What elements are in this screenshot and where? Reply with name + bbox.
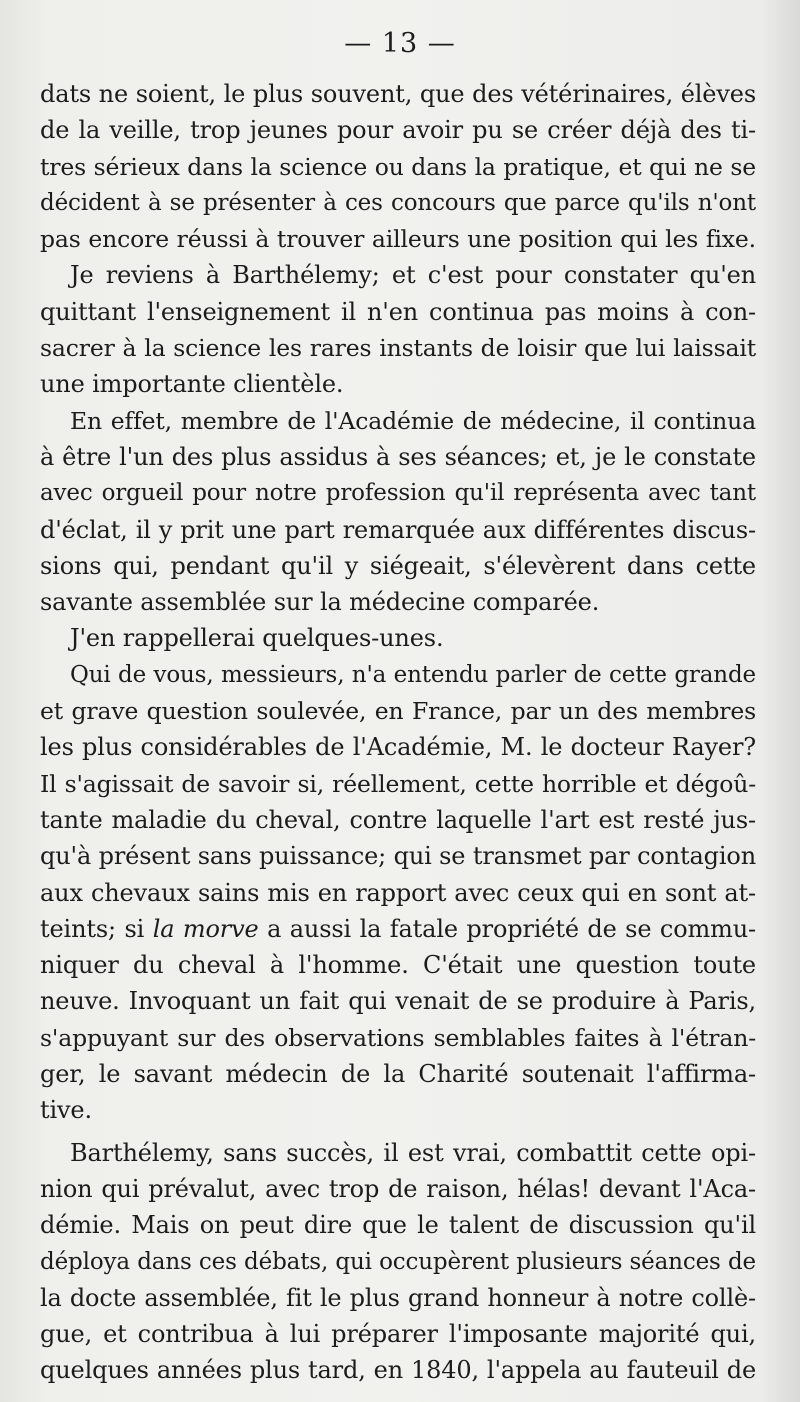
emphasized-term: la morve <box>152 914 259 943</box>
text-line: neuve. Invoquant un fait qui venait de se produire à Paris, <box>40 987 756 1016</box>
text-line: déploya dans ces débats, qui occupèrent plusieurs séances de <box>40 1248 756 1275</box>
text-line: quelques années plus tard, en 1840, l'appela au fauteuil de <box>40 1356 756 1385</box>
text-line: savante assemblée sur la médecine comparée. <box>40 588 600 617</box>
text-line: et grave question soulevée, en France, par un des membres <box>40 697 756 726</box>
text-line: Qui de vous, messieurs, n'a entendu parler de cette grande <box>70 661 756 688</box>
text-line: pas encore réussi à trouver ailleurs une position qui les fixe. <box>40 225 756 254</box>
text-line: dats ne soient, le plus souvent, que des vétérinaires, élèves <box>40 80 756 108</box>
text-line: aux chevaux sains mis en rapport avec ceux qui en sont at- <box>40 878 756 907</box>
text-line: qu'à présent sans puissance; qui se transmet par contagion <box>40 842 756 871</box>
body-text <box>40 76 756 1389</box>
text-line: En effet, membre de l'Académie de médecine, il continua <box>70 406 756 435</box>
text-line: tante maladie du cheval, contre laquelle l'art est resté jus- <box>40 805 756 834</box>
line-end: a aussi la fatale propriété de se commu- <box>258 914 756 943</box>
text-line: démie. Mais on peut dire que le talent de discussion qu'il <box>40 1211 756 1240</box>
text-line: Barthélemy, sans succès, il est vrai, combattit cette opi- <box>70 1138 756 1167</box>
text-line: ger, le savant médecin de la Charité soutenait l'affirma- <box>40 1060 756 1089</box>
text-line: à être l'un des plus assidus à ses séances; et, je le constate <box>40 442 756 471</box>
text-line: avec orgueil pour notre profession qu'il représenta avec tant <box>40 480 756 507</box>
text-line: quittant l'enseignement il n'en continua pas moins à con- <box>40 297 756 326</box>
text-line: niquer du cheval à l'homme. C'était une question toute <box>40 951 756 980</box>
text-line: Il s'agissait de savoir si, réellement, cette horrible et dégoû- <box>40 769 756 798</box>
text-line: d'éclat, il y prit une part remarquée aux différentes discus- <box>40 515 756 544</box>
text-line: la docte assemblée, fit le plus grand honneur à notre collè- <box>40 1283 756 1312</box>
text-line: de la veille, trop jeunes pour avoir pu se créer déjà des ti- <box>40 116 756 145</box>
text-line: une importante clientèle. <box>40 370 344 399</box>
text-line: les plus considérables de l'Académie, M. le docteur Rayer? <box>40 733 756 762</box>
text-line-with-emphasis <box>40 911 756 947</box>
text-line: nion qui prévalut, avec trop de raison, hélas! devant l'Aca- <box>40 1174 756 1203</box>
text-line: sions qui, pendant qu'il y siégeait, s'élevèrent dans cette <box>40 551 756 580</box>
text-line: tive. <box>40 1096 92 1125</box>
text-line: gue, et contribua à lui préparer l'imposante majorité qui, <box>40 1320 756 1349</box>
text-line: décident à se présenter à ces concours que parce qu'ils n'ont <box>40 189 756 216</box>
page-number: — 13 — <box>344 28 456 59</box>
text-line: J'en rappellerai quelques-unes. <box>70 624 444 653</box>
text-line: tres sérieux dans la science ou dans la pratique, et qui ne se <box>40 152 756 181</box>
line-start: teints; si <box>40 914 153 943</box>
text-line: Je reviens à Barthélemy; et c'est pour constater qu'en <box>70 261 756 290</box>
text-line: sacrer à la science les rares instants de loisir que lui laissait <box>40 334 756 363</box>
text-line: s'appuyant sur des observations semblables faites à l'étran- <box>40 1023 756 1052</box>
